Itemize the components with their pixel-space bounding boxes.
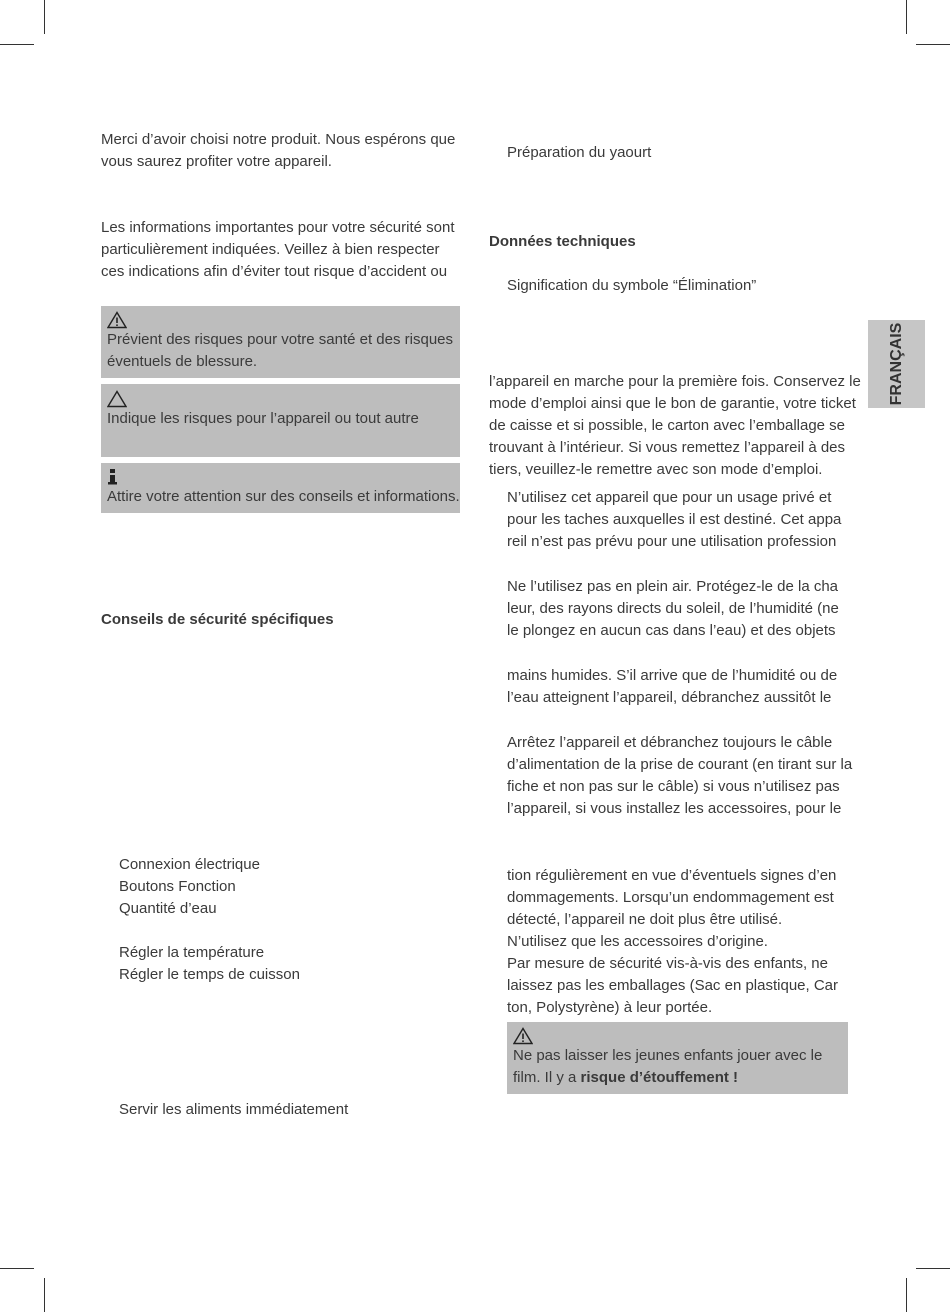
safety-bullet: [507, 665, 837, 709]
crop-mark: [916, 1268, 950, 1269]
list-item: Servir les aliments immédiatement: [119, 1101, 349, 1118]
safety-bullet: [507, 487, 841, 553]
text-line: Arrêtez l’appareil et débranchez toujours le câble: [507, 734, 833, 751]
text-line: Indique les risques pour l’appareil ou tout autre: [107, 410, 419, 427]
text-line: ton, Polystyrène) à leur portée.: [507, 999, 713, 1016]
text-line: détecté, l’appareil ne doit plus être utilisé.: [507, 911, 783, 928]
text-line: vous saurez profiter votre appareil.: [101, 153, 332, 170]
heading-technical-data: Données techniques: [489, 233, 636, 250]
language-tab-label: FRANÇAIS: [887, 322, 905, 406]
list-item: [119, 920, 300, 942]
text-line: N’utilisez cet appareil que pour un usage privé et: [507, 489, 832, 506]
text-line: tiers, veuillez-le remettre avec son mode d’emploi.: [489, 461, 823, 478]
text-line: particulièrement indiquées. Veillez à bien respecter: [101, 241, 440, 258]
text-line: Ne pas laisser les jeunes enfants jouer avec le: [513, 1047, 823, 1064]
intro-paragraph: [101, 129, 455, 173]
crop-mark: [44, 1278, 45, 1312]
children-warning-box: [507, 1022, 848, 1094]
note-box: [101, 463, 460, 513]
crop-mark: [916, 44, 950, 45]
list-item: Boutons Fonction: [119, 878, 236, 895]
text-line: l’eau atteignent l’appareil, débranchez aussitôt le: [507, 689, 832, 706]
heading-specific-safety: Conseils de sécurité spécifiques: [101, 611, 334, 628]
warning-triangle-icon: [513, 1027, 842, 1045]
caution-triangle-icon: [107, 390, 454, 408]
crop-mark: [0, 1268, 34, 1269]
safety-info-paragraph: [101, 217, 455, 283]
text-line: Par mesure de sécurité vis-à-vis des enfants, ne: [507, 955, 828, 972]
text-line: d’alimentation de la prise de courant (en tirant sur la: [507, 756, 853, 773]
text-run: film. Il y a: [513, 1069, 581, 1086]
text-line: Attire votre attention sur des conseils et informations.: [107, 488, 460, 505]
text-line: éventuels de blessure.: [107, 353, 258, 370]
list-item: Régler le temps de cuisson: [119, 966, 300, 983]
text-line: Prévient des risques pour votre santé et des risques: [107, 331, 454, 348]
language-tab: [868, 320, 925, 408]
crop-mark: [44, 0, 45, 34]
text-line: ces indications afin d’éviter tout risque d’accident ou: [101, 263, 448, 280]
text-line: mode d’emploi ainsi que le bon de garantie, votre ticket: [489, 395, 856, 412]
warning-triangle-icon: [107, 311, 454, 329]
manual-paragraph: [489, 371, 861, 481]
text-line: Les informations importantes pour votre sécurité sont: [101, 219, 455, 236]
text-line: l’appareil, si vous installez les accessoires, pour le: [507, 800, 842, 817]
safety-bullet: [507, 865, 838, 1019]
text-line: fiche et non pas sur le câble) si vous n’utilisez pas: [507, 778, 840, 795]
text-line: N’utilisez que les accessoires d’origine.: [507, 933, 768, 950]
text-line: Merci d’avoir choisi notre produit. Nous espérons que: [101, 131, 456, 148]
caution-box: [101, 384, 460, 457]
text-line: [513, 1067, 842, 1089]
crop-mark: [0, 44, 34, 45]
text-line: dommagements. Lorsqu’un endommagement est: [507, 889, 834, 906]
warning-box: [101, 306, 460, 378]
list-item: Quantité d’eau: [119, 900, 217, 917]
text-line: tion régulièrement en vue d’éventuels signes d’en: [507, 867, 837, 884]
list-item: Régler la température: [119, 944, 265, 961]
safety-bullet: [507, 576, 839, 642]
text-line: laissez pas les emballages (Sac en plastique, Car: [507, 977, 839, 994]
text-line: trouvant à l’intérieur. Si vous remettez l’appareil à des: [489, 439, 846, 456]
info-icon: [107, 468, 454, 486]
text-line: le plongez en aucun cas dans l’eau) et des objets: [507, 622, 836, 639]
text-line: Ne l’utilisez pas en plein air. Protégez-le de la cha: [507, 578, 839, 595]
emphasis-text: risque d’étouffement !: [580, 1069, 739, 1086]
list-item: Connexion électrique: [119, 856, 260, 873]
crop-mark: [906, 0, 907, 34]
component-list: [119, 854, 300, 986]
text-line: l’appareil en marche pour la première fois. Conservez le: [489, 373, 861, 390]
list-item: Préparation du yaourt: [507, 144, 652, 161]
text-line: de caisse et si possible, le carton avec l’emballage se: [489, 417, 846, 434]
text-line: mains humides. S’il arrive que de l’humidité ou de: [507, 667, 838, 684]
crop-mark: [906, 1278, 907, 1312]
text-line: pour les taches auxquelles il est destiné. Cet appa: [507, 511, 842, 528]
text-line: leur, des rayons directs du soleil, de l’humidité (ne: [507, 600, 839, 617]
safety-bullet: [507, 732, 852, 820]
text-line: reil n’est pas prévu pour une utilisation profession: [507, 533, 837, 550]
list-item: Signification du symbole “Élimination”: [507, 277, 757, 294]
